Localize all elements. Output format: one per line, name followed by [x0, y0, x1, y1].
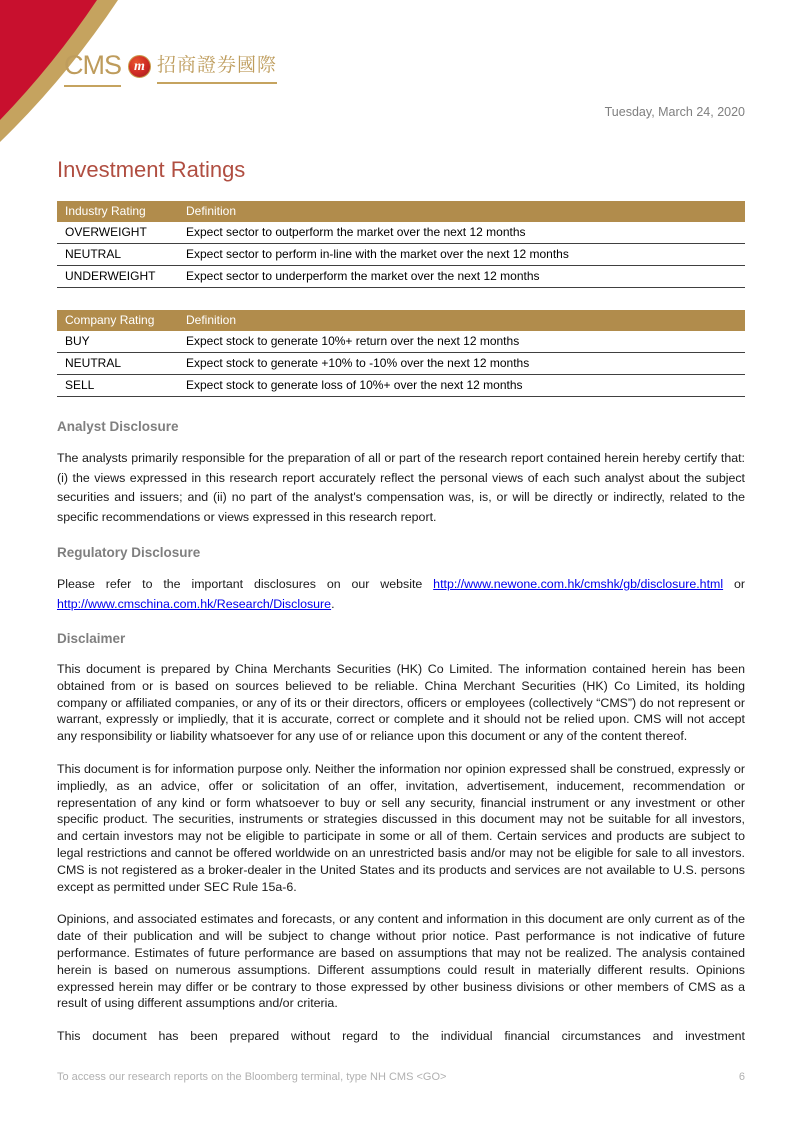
industry-rating-header-cell: Industry Rating: [57, 201, 178, 222]
disclaimer-paragraph: Opinions, and associated estimates and forecasts, or any content and information in this document are only current as of the date of their publication and will be subject to change without prior notice. Past performance is not indicative of future performance. Estimates of future performance are based on assumptions that may not be realized. The analysis contained herein is based on numerous assumptions. Different assumptions could result in materially different results. Opinions expressed herein may differ or be contrary to those expressed by other business divisions or other members of CMS as a result of using different assumptions and/or criteria.: [57, 912, 745, 1011]
table-cell: Expect sector to perform in-line with the market over the next 12 months: [178, 244, 745, 266]
table-cell: NEUTRAL: [57, 244, 178, 266]
regulatory-disclosure-heading: Regulatory Disclosure: [57, 545, 201, 560]
table-cell: Expect sector to outperform the market over the next 12 months: [178, 222, 745, 244]
analyst-disclosure-heading: Analyst Disclosure: [57, 419, 179, 434]
regulatory-text-prefix: Please refer to the important disclosures on our website: [57, 577, 434, 591]
disclaimer-paragraph: This document has been prepared without regard to the individual financial circumstances and investment: [57, 1029, 745, 1044]
main-content: [57, 0, 745, 1045]
disclosure-link-cmschina[interactable]: http://www.cmschina.com.hk/Research/Disclosure: [57, 596, 332, 611]
company-rating-table: [57, 310, 745, 397]
cms-m-icon: m: [128, 55, 151, 78]
table-cell: SELL: [57, 375, 178, 397]
table-cell: NEUTRAL: [57, 353, 178, 375]
table-cell: Expect sector to underperform the market over the next 12 months: [178, 266, 745, 288]
table-row: [57, 353, 745, 375]
table-header-row: [57, 201, 745, 222]
disclaimer-paragraph: This document is for information purpose only. Neither the information nor opinion expressed shall be construed, expressly or impliedly, as an advice, offer or solicitation of an offer, invitation, advertisement, inducement, recommendation or representation of any kind or form whatsoever to buy or sell any security, financial instrument or any investment or other specific product. The securities, instruments or strategies discussed in this document may not be suitable for all investors, and certain investors may not be eligible to participate in some or all of them. Certain services and products are subject to legal restrictions and cannot be offered worldwide on an unrestricted basis and/or may not be eligible for sale to all investors. CMS is not registered as a broker-dealer in the United States and its products and services are not available to U.S. persons except as permitted under SEC Rule 15a-6.: [57, 761, 745, 894]
table-cell: BUY: [57, 331, 178, 353]
report-date: Tuesday, March 24, 2020: [604, 105, 745, 119]
table-cell: Expect stock to generate +10% to -10% over the next 12 months: [178, 353, 745, 375]
definition-header-cell: Definition: [178, 310, 745, 331]
cms-logo-text: CMS: [64, 52, 121, 87]
company-rating-header-cell: Company Rating: [57, 310, 178, 331]
table-cell: Expect stock to generate loss of 10%+ over the next 12 months: [178, 375, 745, 397]
table-row: [57, 331, 745, 353]
regulatory-text-suffix: .: [331, 596, 335, 611]
table-row: [57, 222, 745, 244]
footer-bloomberg-note: To access our research reports on the Bloomberg terminal, type NH CMS <GO>: [57, 1071, 447, 1083]
table-row: [57, 244, 745, 266]
table-row: [57, 266, 745, 288]
table-header-row: [57, 310, 745, 331]
page-number: 6: [738, 1071, 745, 1083]
disclaimer-heading: Disclaimer: [57, 631, 126, 646]
analyst-disclosure-paragraph: The analysts primarily responsible for the preparation of all or part of the research report contained herein hereby certify that: (i) the views expressed in this research report accurately reflect the personal views of each such analyst about the subject securities and issuers; and (ii) no part of the analyst's compensation was, is, or will be directly or indirectly, related to the specific recommendations or views expressed in this research report.: [57, 451, 745, 524]
table-cell: UNDERWEIGHT: [57, 266, 178, 288]
table-row: [57, 375, 745, 397]
regulatory-text-middle: or: [723, 577, 745, 591]
table-cell: Expect stock to generate 10%+ return over the next 12 months: [178, 331, 745, 353]
page-footer: [57, 1071, 745, 1083]
disclaimer-paragraphs: [57, 661, 745, 1045]
disclaimer-paragraph: This document is prepared by China Merchants Securities (HK) Co Limited. The information contained herein has been obtained from or is based on sources believed to be reliable. China Merchant Securities (HK) Co Limited, its holding company or affiliated companies, or any of its or their directors, officers or employees (collectively “CMS”) do not represent or warrant, expressly or impliedly, that it is accurate, correct or complete and it should not be relied upon. CMS will not accept any responsibility or liability whatsoever for any use of or reliance upon this document or any of the content thereof.: [57, 662, 745, 744]
regulatory-disclosure-paragraph: [57, 575, 745, 614]
disclosure-link-newone[interactable]: http://www.newone.com.hk/cmshk/gb/disclosure.html: [433, 577, 724, 591]
cms-logo-chinese-text: 招商證券國際: [157, 56, 277, 84]
definition-header-cell: Definition: [178, 201, 745, 222]
page-title: Investment Ratings: [57, 157, 246, 182]
table-cell: OVERWEIGHT: [57, 222, 178, 244]
industry-rating-table: [57, 201, 745, 288]
